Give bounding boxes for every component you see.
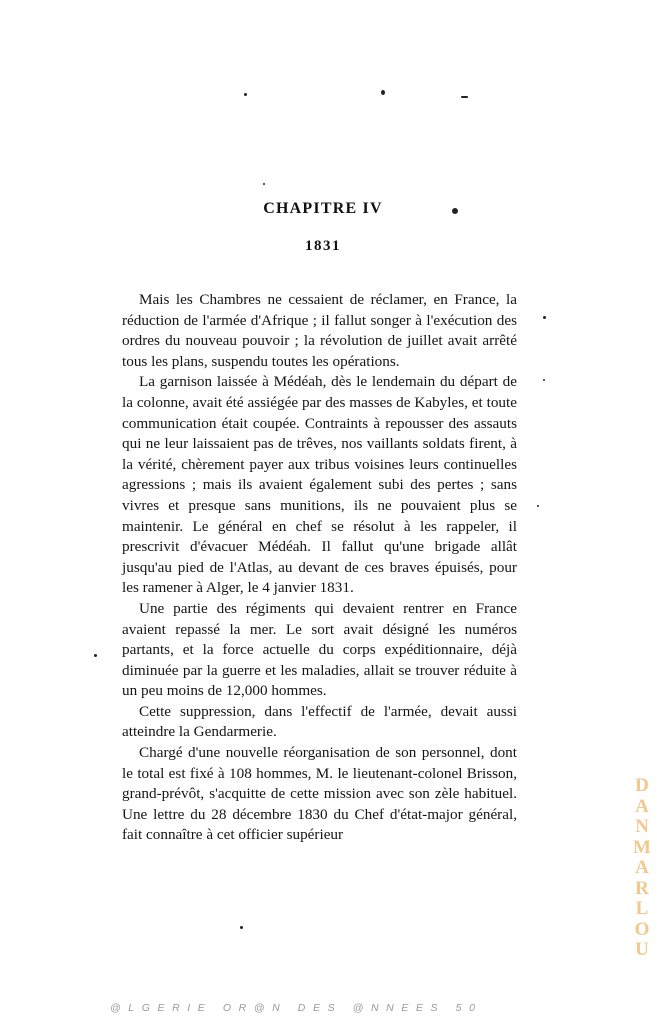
paragraph: Une partie des régiments qui devaient rentrer en France avaient repassé la mer. Le sort avait désigné les numéros partants, et la force actuelle du corps expéditionnaire, déjà diminuée par la guerre et les maladies, allait se trouver réduite à un peu moins de 12,000 hommes. — [122, 599, 517, 700]
footer-caption: @LGERIE OR@N DES @NNEES 50 — [110, 1002, 483, 1014]
scan-speck — [381, 90, 385, 95]
watermark-letter: A — [635, 857, 649, 878]
scan-speck — [537, 505, 539, 507]
vertical-watermark — [631, 776, 653, 961]
scan-speck — [461, 96, 468, 98]
watermark-letter: D — [635, 775, 649, 796]
watermark-letter: O — [634, 918, 650, 940]
watermark-letter: A — [635, 795, 649, 817]
paragraph: Chargé d'une nouvelle réorganisation de son personnel, dont le total est fixé à 108 hommes, M. le lieutenant-colonel Brisson, grand-prévôt, s'acquitte de cette mission avec son zèle habituel. Une lettre du 28 décembre 1830 du Chef d'état-major général, fait connaître à cet officier supérieur — [122, 744, 517, 844]
watermark-letter: U — [635, 939, 649, 960]
chapter-year: 1831 — [305, 238, 341, 254]
scan-speck — [244, 93, 247, 96]
body-text — [122, 290, 517, 846]
watermark-letter: N — [635, 816, 649, 837]
watermark-letter: R — [635, 877, 649, 899]
scan-speck — [240, 926, 243, 929]
watermark-letter: L — [635, 898, 649, 919]
scan-speck — [452, 208, 458, 214]
watermark-letter: M — [633, 836, 651, 858]
paragraph: Cette suppression, dans l'effectif de l'armée, devait aussi atteindre la Gendarmerie. — [122, 702, 517, 741]
scan-speck — [543, 316, 546, 319]
paragraph: La garnison laissée à Médéah, dès le lendemain du départ de la colonne, avait été assiégée par des masses de Kabyles, et toute communication était coupée. Contraints à repousser des assauts qui ne leur laissaient pas de trêves, nos vaillants soldats firent, à la vérité, chèrement payer aux tribus voisines leurs continuelles agressions ; mais ils avaient également subi des pertes ; sans vivres et presque sans munitions, ils ne pouvaient plus se maintenir. Le général en chef se résolut à les rappeler, il prescrivit d'évacuer Médéah. Il fallut qu'une brigade allât jusqu'au pied de l'Atlas, au devant de ces braves épuisés, pour les ramener à Alger, le 4 janvier 1831. — [122, 373, 517, 597]
scan-speck — [94, 654, 97, 657]
scan-speck — [543, 379, 545, 381]
paragraph: Mais les Chambres ne cessaient de réclamer, en France, la réduction de l'armée d'Afrique ; il fallut songer à l'exécution des ordres du nouveau pouvoir ; la révolution de juillet avait arrêté tous les plans, suspendu toutes les opérations. — [122, 291, 517, 370]
scan-speck — [263, 183, 265, 185]
chapter-heading: CHAPITRE IV — [263, 200, 383, 217]
